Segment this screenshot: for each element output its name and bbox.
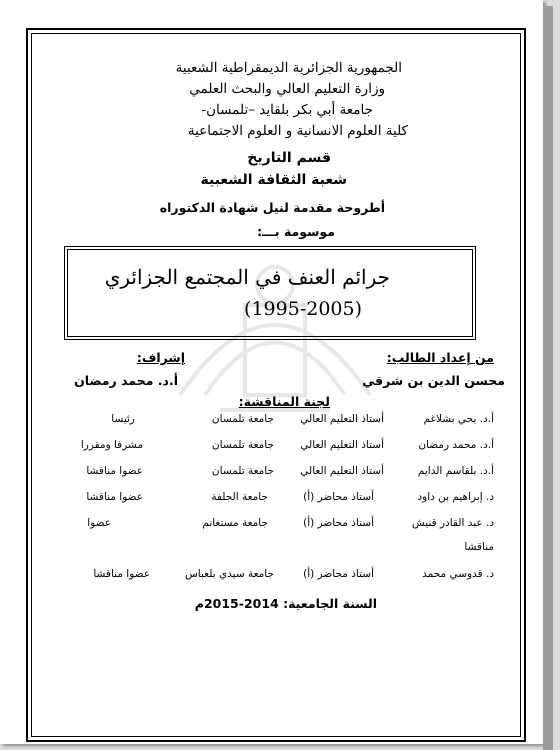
supervisor-name: أ.د. محمد رمضان — [74, 373, 178, 388]
member-university: جامعة تلمسان — [211, 413, 274, 425]
thesis-type: أطروحة مقدمة لنيل شهادة الدكتوراه — [159, 200, 385, 215]
member-rank: أستاذ محاضر (أ) — [303, 568, 374, 580]
member-role: رئيسا — [111, 413, 135, 425]
page-shadow — [543, 6, 553, 750]
academic-year: السنة الجامعية: 2014-2015م — [194, 596, 377, 611]
member-rank: أستاذ التعليم العالي — [300, 439, 384, 451]
faculty-name: كلية العلوم الانسانية و العلوم الاجتماعية — [187, 123, 408, 139]
member-role-wrap: مناقشا — [464, 541, 494, 553]
student-name: محسن الدين بن شرقي — [362, 373, 505, 388]
member-role: عضوا مناقشا — [93, 568, 150, 580]
member-name: أ.د. بلقاسم الدايم — [417, 465, 494, 477]
member-name: د. عبد القادر قنيش — [411, 517, 494, 529]
member-rank: أستاذ التعليم العالي — [300, 413, 384, 425]
member-name: أ.د. يحي بشلاغم — [423, 413, 494, 425]
member-role: مشرفا ومقررا — [80, 439, 143, 451]
member-role: عضوا مناقشا — [86, 465, 143, 477]
member-rank: أستاذ التعليم العالي — [300, 465, 384, 477]
member-name: د. إبراهيم بن داود — [417, 491, 494, 503]
supervisor-label: إشراف: — [136, 350, 185, 365]
member-role: عضوا مناقشا — [86, 491, 143, 503]
member-rank: أستاذ محاضر (أ) — [303, 491, 374, 503]
member-rank: أستاذ محاضر (أ) — [303, 517, 374, 529]
member-name: د. قدوسي محمد — [422, 568, 494, 580]
department-name: قسم التاريخ — [247, 150, 331, 166]
republic-name: الجمهورية الجزائرية الديمقراطية الشعبية — [175, 60, 402, 76]
university-name: جامعة أبي بكر بلقايد –تلمسان- — [201, 102, 373, 118]
member-university: جامعة سيدي بلعباس — [184, 568, 274, 580]
member-university: جامعة تلمسان — [211, 465, 274, 477]
titled-label: موسومة بـــ: — [257, 224, 335, 239]
thesis-title: جرائم العنف في المجتمع الجزائري — [104, 265, 390, 289]
member-university: جامعة الجلفة — [211, 491, 268, 503]
member-name: أ.د. محمد رمضان — [418, 439, 494, 451]
member-role: عضوا — [87, 517, 111, 529]
branch-name: شعبة الثقافة الشعبية — [200, 172, 347, 188]
thesis-years: (1995-2005) — [244, 298, 362, 320]
member-university: جامعة تلمسان — [211, 439, 274, 451]
member-university: جامعة مستغانم — [202, 517, 268, 529]
student-label: من إعداد الطالب: — [386, 350, 494, 365]
title-frame-inner — [67, 249, 473, 337]
committee-label: لجنة المناقشة: — [238, 394, 330, 409]
ministry-name: وزارة التعليم العالي والبحث العلمي — [189, 81, 385, 97]
